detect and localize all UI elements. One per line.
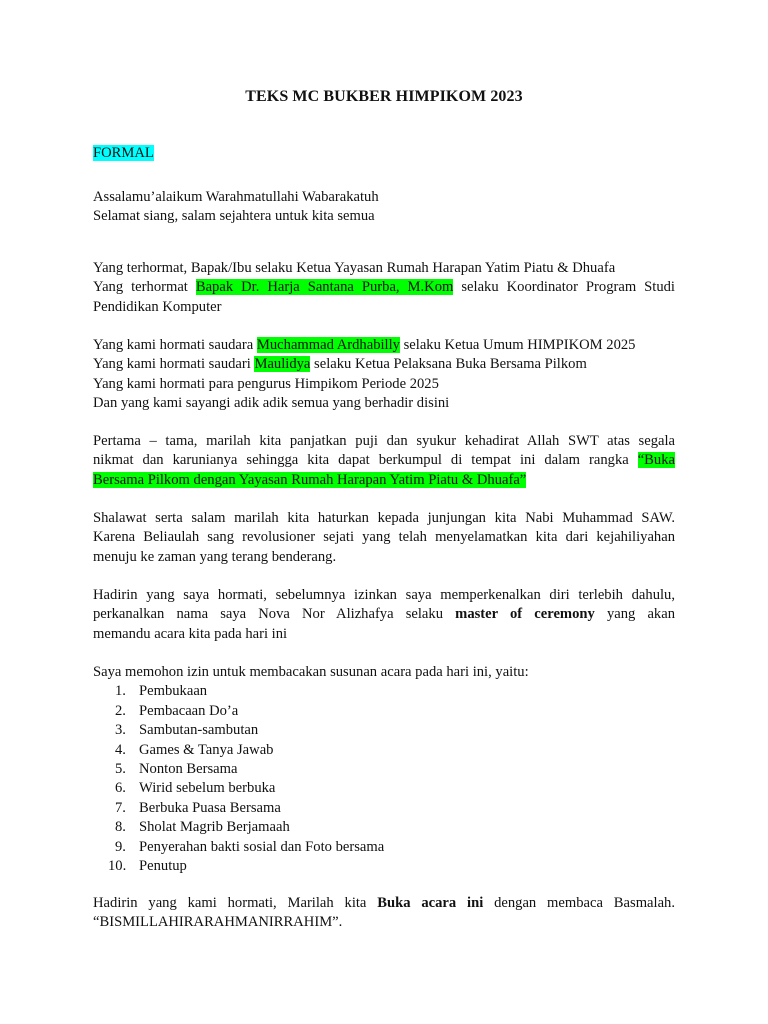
honored-line: Yang terhormat, Bapak/Ibu selaku Ketua Yayasan Rumah Harapan Yatim Piatu & Dhuafa	[93, 260, 616, 276]
paragraph-pertama	[93, 432, 675, 490]
greeting-line: Selamat siang, salam sejahtera untuk kita semua	[93, 208, 375, 225]
list-item: 7. Berbuka Puasa Bersama	[115, 799, 281, 816]
paragraph-line: Hadirin yang kami hormati, Marilah kita Buka acara ini dengan membaca Basmalah.	[93, 895, 675, 911]
honored-line: Yang kami hormati para pengurus Himpikom Periode 2025	[93, 375, 439, 392]
list-item: 1. Pembukaan	[115, 683, 208, 700]
honored-block-2	[93, 336, 675, 414]
agenda-list	[93, 682, 675, 876]
paragraph-line: nikmat dan karunianya sehingga kita dapat berkumpul di tempat ini dalam rangka “Buka	[93, 452, 675, 469]
bold-text: Buka acara ini	[377, 895, 484, 911]
highlight-text: “Buka	[637, 452, 675, 469]
paragraph-line: memandu acara kita pada hari ini	[93, 625, 288, 642]
paragraph-line: Shalawat serta salam marilah kita haturkan kepada junjungan kita Nabi Muhammad SAW.	[93, 510, 675, 526]
list-item: 2. Pembacaan Do’a	[115, 702, 239, 719]
paragraph-line	[93, 471, 675, 490]
paragraph-line: Pertama – tama, marilah kita panjatkan puji dan syukur kehadirat Allah SWT atas segala	[93, 433, 675, 449]
honored-line: Yang kami hormati saudari Maulidya selaku Ketua Pelaksana Buka Bersama Pilkom	[93, 356, 587, 373]
section-label-block	[93, 144, 675, 163]
paragraph-line: perkanalkan nama saya Nova Nor Alizhafya selaku master of ceremony yang akan	[93, 606, 675, 623]
greeting-block	[93, 188, 675, 227]
list-item: 3. Sambutan-sambutan	[115, 722, 259, 739]
honored-line: Yang kami hormati saudara Muchammad Ardhabilly selaku Ketua Umum HIMPIKOM 2025	[93, 337, 636, 353]
list-item: 4. Games & Tanya Jawab	[115, 741, 274, 758]
list-item: 10. Penutup	[108, 857, 187, 874]
bold-text: master of ceremony	[455, 606, 595, 623]
greeting-line: Assalamu’alaikum Warahmatullahi Wabarakatuh	[93, 189, 379, 205]
agenda-block	[93, 663, 675, 876]
highlight-name: Muchammad Ardhabilly	[256, 337, 400, 353]
paragraph-line: “BISMILLAHIRARAHMANIRRAHIM”.	[93, 914, 343, 931]
highlight-name: Bapak Dr. Harja Santana Purba, M.Kom	[195, 279, 454, 296]
paragraph-line: Karena Beliaulah sang revolusioner sejati yang telah menyelamatkan kita dari kejahiliyahan	[93, 529, 675, 546]
list-item: 9. Penyerahan bakti sosial dan Foto bersama	[115, 838, 385, 855]
closing-block	[93, 894, 675, 933]
honored-block-1	[93, 259, 675, 317]
paragraph-line: menuju ke zaman yang terang benderang.	[93, 548, 337, 565]
paragraph-line: Hadirin yang saya hormati, sebelumnya izinkan saya memperkenalkan diri terlebih dahulu,	[93, 587, 675, 603]
agenda-intro: Saya memohon izin untuk membacakan susunan acara pada hari ini, yaitu:	[93, 664, 529, 680]
paragraph-intro	[93, 586, 675, 644]
highlight-name: Maulidya	[254, 356, 311, 373]
list-item: 6. Wirid sebelum berbuka	[115, 780, 276, 797]
list-item: 8. Sholat Magrib Berjamaah	[115, 819, 290, 836]
honored-line: Yang terhormat Bapak Dr. Harja Santana Purba, M.Kom selaku Koordinator Program Studi	[93, 279, 675, 296]
honored-line: Pendidikan Komputer	[93, 298, 222, 315]
honored-line: Dan yang kami sayangi adik adik semua yang berhadir disini	[93, 395, 450, 412]
highlight-text: Bersama Pilkom dengan Yayasan Rumah Harapan Yatim Piatu & Dhuafa”	[93, 471, 527, 488]
section-label: FORMAL	[93, 145, 154, 161]
document-title: TEKS MC BUKBER HIMPIKOM 2023	[245, 88, 523, 105]
list-item: 5. Nonton Bersama	[115, 760, 238, 777]
paragraph-shalawat	[93, 509, 675, 567]
